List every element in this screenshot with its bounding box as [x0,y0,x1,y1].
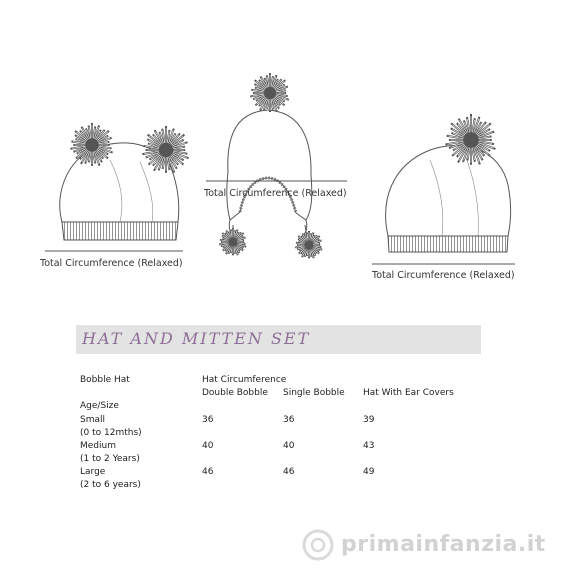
ear-cover-hat [206,110,347,238]
row-age: (2 to 6 years) [80,480,141,490]
table-cell: 36 [283,415,295,425]
row-size: Small [80,415,105,425]
product-label: Bobble Hat [80,375,130,385]
section-banner [76,325,481,354]
section-title: HAT AND MITTEN SET [82,329,311,348]
circumference-label-right: Total Circumference (Relaxed) [372,270,515,281]
row-size: Large [80,467,106,477]
table-cell: 46 [283,467,295,477]
pompom-icon [250,73,288,112]
single-bobble-hat [372,145,515,264]
column-header-double-bobble: Double Bobble [202,388,268,398]
circumference-label-middle: Total Circumference (Relaxed) [204,188,347,199]
watermark-text: primainfanzia.it [341,532,546,557]
row-age: (0 to 12mths) [80,428,142,438]
column-header-single-bobble: Single Bobble [283,388,345,398]
watermark-logo-icon [304,531,332,559]
group-header: Hat Circumference [202,375,287,385]
age-header: Age/Size [80,401,119,411]
pompom-icon [295,231,322,258]
table-cell: 49 [363,467,375,477]
table-cell: 46 [202,467,214,477]
column-header-ear-covers: Hat With Ear Covers [363,388,454,398]
circumference-label-left: Total Circumference (Relaxed) [40,258,183,269]
pompom-icon [219,228,246,255]
row-size: Medium [80,441,116,451]
table-cell: 40 [202,441,214,451]
table-cell: 40 [283,441,295,451]
row-age: (1 to 2 Years) [80,454,140,464]
table-cell: 43 [363,441,375,451]
table-cell: 39 [363,415,375,425]
table-cell: 36 [202,415,214,425]
